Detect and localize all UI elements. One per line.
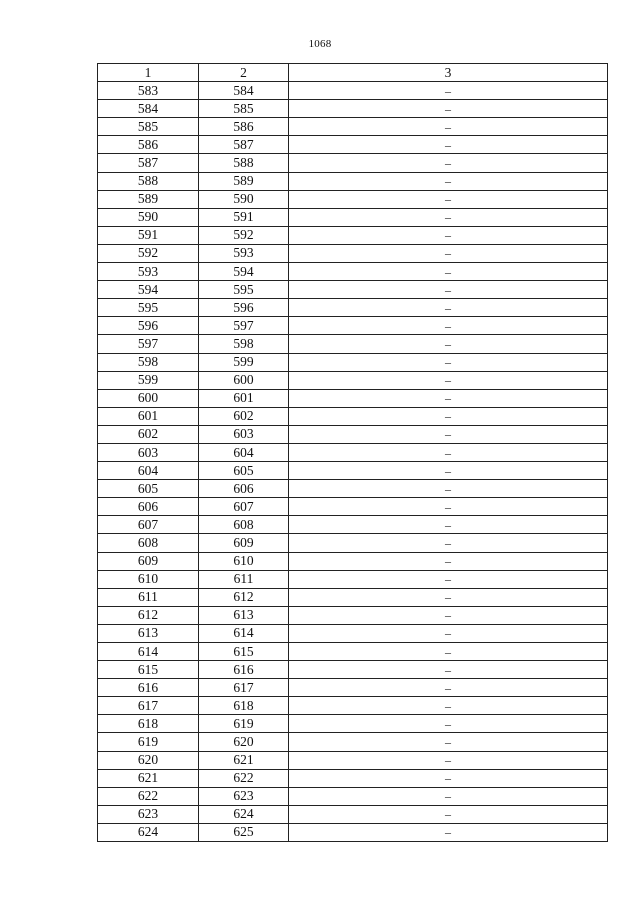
table-cell-col-1: 621 bbox=[98, 769, 199, 787]
table-cell-col-3: – bbox=[289, 552, 608, 570]
table-cell-col-2: 598 bbox=[199, 335, 289, 353]
table-cell-col-1: 603 bbox=[98, 443, 199, 461]
table-cell-col-2: 606 bbox=[199, 480, 289, 498]
table-cell-col-2: 595 bbox=[199, 281, 289, 299]
table-cell-col-1: 592 bbox=[98, 244, 199, 262]
table-cell-col-2: 607 bbox=[199, 498, 289, 516]
table-row bbox=[98, 606, 608, 624]
table-cell-col-1: 594 bbox=[98, 281, 199, 299]
table-cell-col-3: – bbox=[289, 661, 608, 679]
table-cell-col-1: 602 bbox=[98, 425, 199, 443]
table-cell-col-3: – bbox=[289, 371, 608, 389]
table-row bbox=[98, 281, 608, 299]
table-cell-col-1: 608 bbox=[98, 534, 199, 552]
table-cell-col-3: – bbox=[289, 154, 608, 172]
data-table bbox=[97, 63, 608, 842]
table-cell-col-1: 616 bbox=[98, 679, 199, 697]
table-cell-col-2: 601 bbox=[199, 389, 289, 407]
table-cell-col-3: – bbox=[289, 389, 608, 407]
table-row bbox=[98, 371, 608, 389]
table-cell-col-2: 604 bbox=[199, 443, 289, 461]
column-header-1: 1 bbox=[98, 64, 199, 82]
table-cell-col-2: 623 bbox=[199, 787, 289, 805]
table-cell-col-3: – bbox=[289, 624, 608, 642]
table-row bbox=[98, 263, 608, 281]
table-cell-col-1: 596 bbox=[98, 317, 199, 335]
table-cell-col-1: 595 bbox=[98, 299, 199, 317]
table-cell-col-1: 583 bbox=[98, 82, 199, 100]
table-cell-col-3: – bbox=[289, 190, 608, 208]
table-row bbox=[98, 244, 608, 262]
table-cell-col-1: 624 bbox=[98, 823, 199, 841]
table-row bbox=[98, 643, 608, 661]
table-cell-col-2: 625 bbox=[199, 823, 289, 841]
table-cell-col-1: 619 bbox=[98, 733, 199, 751]
table-row bbox=[98, 588, 608, 606]
table-cell-col-2: 610 bbox=[199, 552, 289, 570]
table-cell-col-1: 615 bbox=[98, 661, 199, 679]
table-cell-col-3: – bbox=[289, 353, 608, 371]
table-row bbox=[98, 208, 608, 226]
table-cell-col-3: – bbox=[289, 823, 608, 841]
table-row bbox=[98, 389, 608, 407]
table-cell-col-2: 589 bbox=[199, 172, 289, 190]
table-cell-col-1: 604 bbox=[98, 462, 199, 480]
table-cell-col-2: 624 bbox=[199, 805, 289, 823]
table-cell-col-2: 592 bbox=[199, 226, 289, 244]
table-cell-col-3: – bbox=[289, 100, 608, 118]
table-cell-col-2: 588 bbox=[199, 154, 289, 172]
table-cell-col-3: – bbox=[289, 697, 608, 715]
table-cell-col-3: – bbox=[289, 299, 608, 317]
table-cell-col-2: 585 bbox=[199, 100, 289, 118]
table-row bbox=[98, 624, 608, 642]
table-row bbox=[98, 317, 608, 335]
page-number: 1068 bbox=[308, 38, 332, 50]
table-cell-col-2: 619 bbox=[199, 715, 289, 733]
table-cell-col-3: – bbox=[289, 263, 608, 281]
table-cell-col-1: 612 bbox=[98, 606, 199, 624]
table-cell-col-3: – bbox=[289, 462, 608, 480]
table-row bbox=[98, 190, 608, 208]
table-row bbox=[98, 407, 608, 425]
table-cell-col-1: 585 bbox=[98, 118, 199, 136]
table-cell-col-2: 590 bbox=[199, 190, 289, 208]
table-cell-col-2: 596 bbox=[199, 299, 289, 317]
table-cell-col-3: – bbox=[289, 733, 608, 751]
table-row bbox=[98, 136, 608, 154]
table-cell-col-3: – bbox=[289, 534, 608, 552]
table-cell-col-1: 587 bbox=[98, 154, 199, 172]
table-cell-col-1: 618 bbox=[98, 715, 199, 733]
table-row bbox=[98, 751, 608, 769]
table-cell-col-3: – bbox=[289, 606, 608, 624]
table-cell-col-3: – bbox=[289, 443, 608, 461]
table-row bbox=[98, 443, 608, 461]
table-row bbox=[98, 335, 608, 353]
table-cell-col-2: 587 bbox=[199, 136, 289, 154]
table-cell-col-1: 593 bbox=[98, 263, 199, 281]
table-row bbox=[98, 299, 608, 317]
table-cell-col-1: 589 bbox=[98, 190, 199, 208]
table-row bbox=[98, 570, 608, 588]
table-cell-col-3: – bbox=[289, 244, 608, 262]
table-cell-col-1: 605 bbox=[98, 480, 199, 498]
table-cell-col-3: – bbox=[289, 715, 608, 733]
table-row bbox=[98, 516, 608, 534]
table-cell-col-2: 617 bbox=[199, 679, 289, 697]
table-row bbox=[98, 480, 608, 498]
table-row bbox=[98, 715, 608, 733]
column-header-2: 2 bbox=[199, 64, 289, 82]
table-cell-col-3: – bbox=[289, 769, 608, 787]
table-cell-col-2: 584 bbox=[199, 82, 289, 100]
table-cell-col-1: 591 bbox=[98, 226, 199, 244]
table-cell-col-2: 609 bbox=[199, 534, 289, 552]
table-cell-col-3: – bbox=[289, 588, 608, 606]
table-cell-col-1: 586 bbox=[98, 136, 199, 154]
table-cell-col-3: – bbox=[289, 516, 608, 534]
table-cell-col-2: 600 bbox=[199, 371, 289, 389]
table-cell-col-2: 603 bbox=[199, 425, 289, 443]
table-cell-col-3: – bbox=[289, 172, 608, 190]
table-cell-col-1: 617 bbox=[98, 697, 199, 715]
table-cell-col-2: 613 bbox=[199, 606, 289, 624]
table-row bbox=[98, 805, 608, 823]
table-cell-col-2: 618 bbox=[199, 697, 289, 715]
table-cell-col-1: 610 bbox=[98, 570, 199, 588]
table-cell-col-1: 606 bbox=[98, 498, 199, 516]
table-cell-col-1: 623 bbox=[98, 805, 199, 823]
table-row bbox=[98, 661, 608, 679]
table-cell-col-1: 600 bbox=[98, 389, 199, 407]
table-cell-col-1: 597 bbox=[98, 335, 199, 353]
table-cell-col-3: – bbox=[289, 281, 608, 299]
table-cell-col-2: 612 bbox=[199, 588, 289, 606]
table-cell-col-2: 599 bbox=[199, 353, 289, 371]
table-cell-col-1: 622 bbox=[98, 787, 199, 805]
table-row bbox=[98, 154, 608, 172]
table-cell-col-3: – bbox=[289, 480, 608, 498]
table-cell-col-1: 599 bbox=[98, 371, 199, 389]
table-row bbox=[98, 462, 608, 480]
table-cell-col-2: 620 bbox=[199, 733, 289, 751]
table-cell-col-2: 591 bbox=[199, 208, 289, 226]
table-cell-col-1: 614 bbox=[98, 643, 199, 661]
header-row bbox=[98, 64, 608, 82]
table-cell-col-2: 621 bbox=[199, 751, 289, 769]
table-cell-col-2: 602 bbox=[199, 407, 289, 425]
table-row bbox=[98, 82, 608, 100]
table-row bbox=[98, 100, 608, 118]
table-cell-col-2: 614 bbox=[199, 624, 289, 642]
table-cell-col-1: 601 bbox=[98, 407, 199, 425]
table-cell-col-2: 611 bbox=[199, 570, 289, 588]
table-row bbox=[98, 733, 608, 751]
table-cell-col-1: 607 bbox=[98, 516, 199, 534]
table-cell-col-2: 605 bbox=[199, 462, 289, 480]
table-cell-col-2: 616 bbox=[199, 661, 289, 679]
table-cell-col-3: – bbox=[289, 570, 608, 588]
table-row bbox=[98, 226, 608, 244]
table-cell-col-1: 613 bbox=[98, 624, 199, 642]
table-row bbox=[98, 787, 608, 805]
table-body bbox=[98, 82, 608, 842]
table-cell-col-3: – bbox=[289, 335, 608, 353]
table-row bbox=[98, 425, 608, 443]
table-row bbox=[98, 353, 608, 371]
table-cell-col-2: 594 bbox=[199, 263, 289, 281]
table-row bbox=[98, 823, 608, 841]
table-cell-col-3: – bbox=[289, 679, 608, 697]
table-cell-col-1: 588 bbox=[98, 172, 199, 190]
table-cell-col-3: – bbox=[289, 787, 608, 805]
table-cell-col-3: – bbox=[289, 226, 608, 244]
table-cell-col-1: 620 bbox=[98, 751, 199, 769]
table-row bbox=[98, 697, 608, 715]
table-cell-col-3: – bbox=[289, 118, 608, 136]
table-row bbox=[98, 534, 608, 552]
table-row bbox=[98, 769, 608, 787]
table-cell-col-3: – bbox=[289, 317, 608, 335]
table-cell-col-2: 622 bbox=[199, 769, 289, 787]
table-row bbox=[98, 118, 608, 136]
table-cell-col-2: 597 bbox=[199, 317, 289, 335]
table-header bbox=[98, 64, 608, 82]
column-header-3: 3 bbox=[289, 64, 608, 82]
table-row bbox=[98, 498, 608, 516]
table-cell-col-1: 611 bbox=[98, 588, 199, 606]
table-cell-col-3: – bbox=[289, 82, 608, 100]
table-cell-col-2: 615 bbox=[199, 643, 289, 661]
table-cell-col-3: – bbox=[289, 751, 608, 769]
table-row bbox=[98, 679, 608, 697]
table-cell-col-1: 584 bbox=[98, 100, 199, 118]
table-cell-col-1: 598 bbox=[98, 353, 199, 371]
table-cell-col-3: – bbox=[289, 407, 608, 425]
table-row bbox=[98, 172, 608, 190]
table-cell-col-2: 593 bbox=[199, 244, 289, 262]
table-cell-col-3: – bbox=[289, 643, 608, 661]
table-cell-col-1: 609 bbox=[98, 552, 199, 570]
table-cell-col-2: 586 bbox=[199, 118, 289, 136]
table-cell-col-3: – bbox=[289, 208, 608, 226]
table-cell-col-1: 590 bbox=[98, 208, 199, 226]
table-cell-col-3: – bbox=[289, 425, 608, 443]
table-cell-col-3: – bbox=[289, 136, 608, 154]
table-cell-col-3: – bbox=[289, 498, 608, 516]
table-cell-col-3: – bbox=[289, 805, 608, 823]
table-cell-col-2: 608 bbox=[199, 516, 289, 534]
table-row bbox=[98, 552, 608, 570]
